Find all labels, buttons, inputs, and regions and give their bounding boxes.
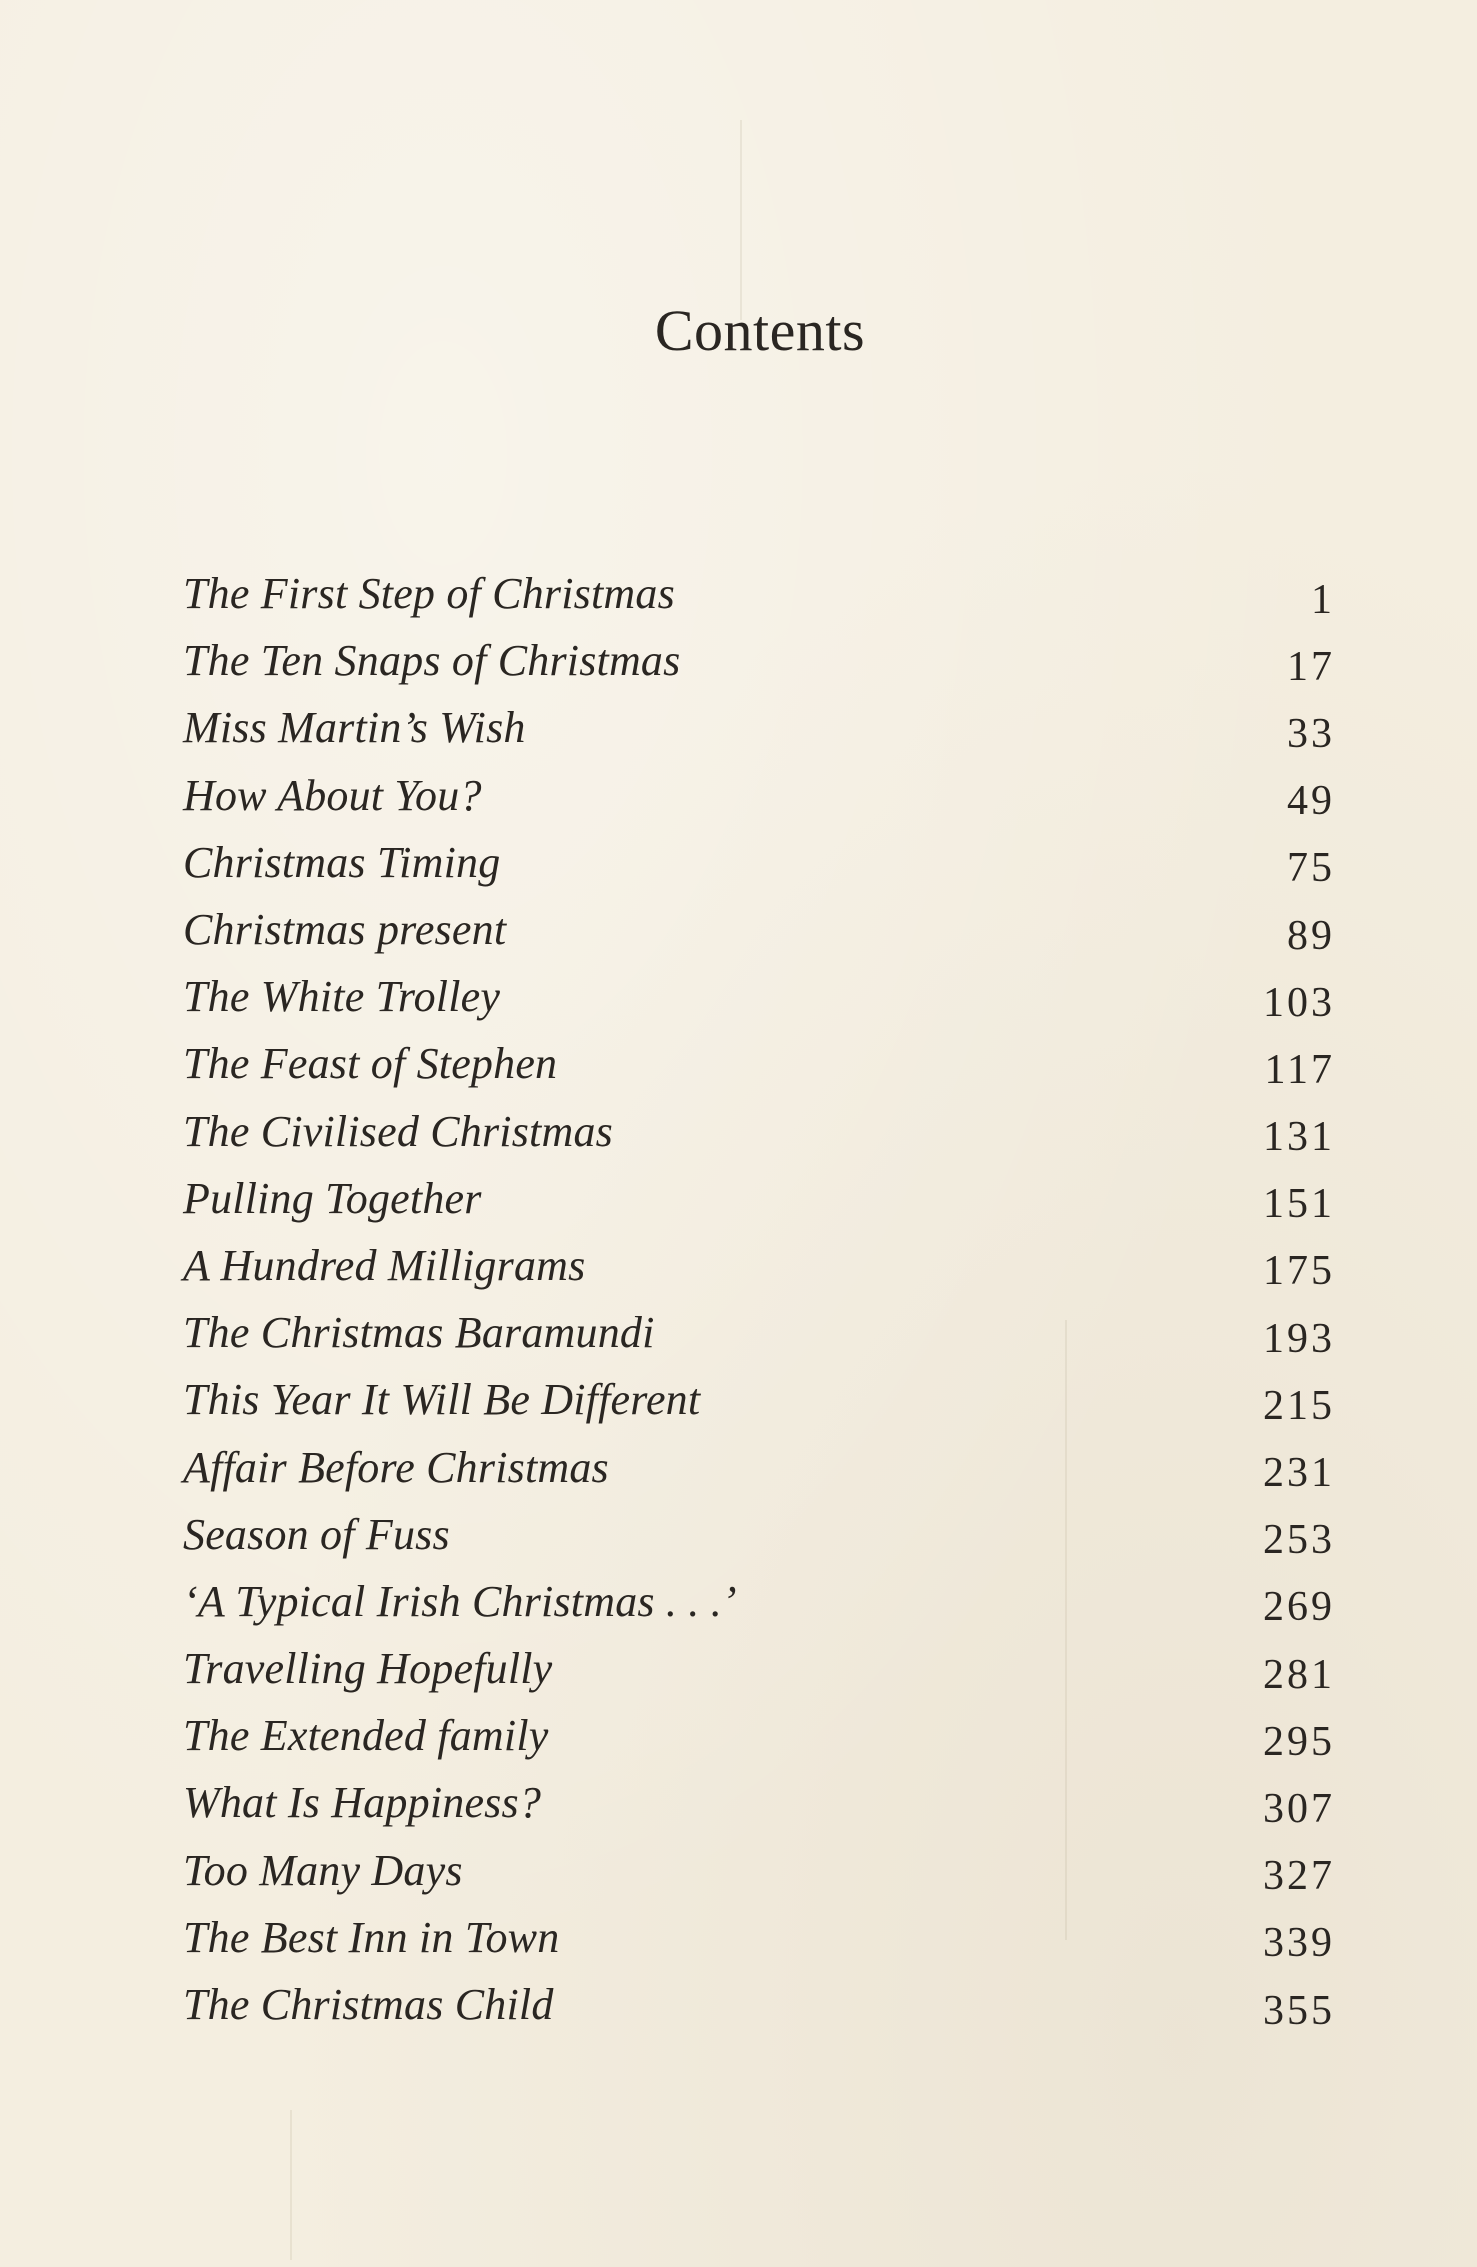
toc-entry-title: This Year It Will Be Different <box>183 1375 701 1425</box>
toc-entry <box>183 1568 1335 1635</box>
toc-entry <box>183 1098 1335 1165</box>
toc-entry-title: What Is Happiness? <box>183 1778 542 1828</box>
toc-entry <box>183 896 1335 963</box>
toc-entry-page-number: 231 <box>1263 1450 1335 1497</box>
table-of-contents <box>183 560 1335 2038</box>
toc-entry <box>183 1433 1335 1500</box>
toc-entry-page-number: 103 <box>1263 979 1335 1026</box>
toc-entry <box>183 1366 1335 1433</box>
toc-entry-title: The Best Inn in Town <box>183 1912 560 1962</box>
toc-entry-page-number: 1 <box>1311 576 1335 623</box>
toc-entry-page-number: 33 <box>1287 710 1335 757</box>
toc-entry-title: The Civilised Christmas <box>183 1106 613 1156</box>
toc-entry-title: The First Step of Christmas <box>183 569 675 619</box>
toc-entry-page-number: 89 <box>1287 912 1335 959</box>
toc-entry <box>183 1904 1335 1971</box>
toc-entry-title: Season of Fuss <box>183 1509 450 1559</box>
toc-entry-page-number: 355 <box>1263 1987 1335 2034</box>
toc-entry <box>183 560 1335 627</box>
toc-entry-title: Pulling Together <box>183 1173 482 1223</box>
toc-entry <box>183 1769 1335 1836</box>
toc-entry <box>183 1971 1335 2038</box>
toc-entry-page-number: 151 <box>1263 1181 1335 1228</box>
toc-entry-page-number: 295 <box>1263 1718 1335 1765</box>
toc-entry-title: Christmas Timing <box>183 837 501 887</box>
contents-heading: Contents <box>654 297 866 363</box>
toc-entry-title: The Christmas Baramundi <box>183 1308 655 1358</box>
toc-entry-title: The Feast of Stephen <box>183 1039 558 1089</box>
toc-entry <box>183 1030 1335 1097</box>
toc-entry <box>183 627 1335 694</box>
toc-entry <box>183 1837 1335 1904</box>
toc-entry <box>183 829 1335 896</box>
toc-entry-page-number: 193 <box>1263 1315 1335 1362</box>
toc-entry-page-number: 131 <box>1263 1114 1335 1161</box>
toc-entry-page-number: 307 <box>1263 1785 1335 1832</box>
toc-entry-page-number: 175 <box>1263 1248 1335 1295</box>
toc-entry-page-number: 253 <box>1263 1517 1335 1564</box>
toc-entry-page-number: 281 <box>1263 1651 1335 1698</box>
paper-crease <box>740 120 742 320</box>
toc-entry-page-number: 327 <box>1263 1853 1335 1900</box>
toc-entry <box>183 963 1335 1030</box>
toc-entry-page-number: 117 <box>1264 1046 1335 1093</box>
toc-entry-page-number: 17 <box>1287 643 1335 690</box>
toc-entry-title: ‘A Typical Irish Christmas . . .’ <box>183 1576 737 1626</box>
toc-entry-page-number: 339 <box>1263 1920 1335 1967</box>
toc-entry-title: How About You? <box>183 770 482 820</box>
toc-entry-title: The Extended family <box>183 1711 549 1761</box>
toc-entry-page-number: 49 <box>1287 778 1335 825</box>
toc-entry <box>183 1299 1335 1366</box>
toc-entry <box>183 1635 1335 1702</box>
toc-entry-page-number: 269 <box>1263 1584 1335 1631</box>
toc-entry-title: Too Many Days <box>183 1845 463 1895</box>
toc-entry <box>183 694 1335 761</box>
toc-entry <box>183 762 1335 829</box>
toc-entry-page-number: 75 <box>1287 845 1335 892</box>
toc-entry-title: The Ten Snaps of Christmas <box>183 636 681 686</box>
toc-entry <box>183 1165 1335 1232</box>
toc-entry <box>183 1702 1335 1769</box>
toc-entry-title: Travelling Hopefully <box>183 1644 553 1694</box>
toc-entry-title: The Christmas Child <box>183 1980 554 2030</box>
toc-entry <box>183 1232 1335 1299</box>
toc-entry-title: A Hundred Milligrams <box>183 1240 586 1290</box>
toc-entry-title: Affair Before Christmas <box>183 1442 609 1492</box>
paper-crease <box>290 2110 292 2260</box>
toc-entry-title: The White Trolley <box>183 972 501 1022</box>
toc-entry-title: Miss Martin’s Wish <box>183 703 526 753</box>
toc-entry <box>183 1501 1335 1568</box>
toc-entry-title: Christmas present <box>183 905 507 955</box>
toc-entry-page-number: 215 <box>1263 1382 1335 1429</box>
